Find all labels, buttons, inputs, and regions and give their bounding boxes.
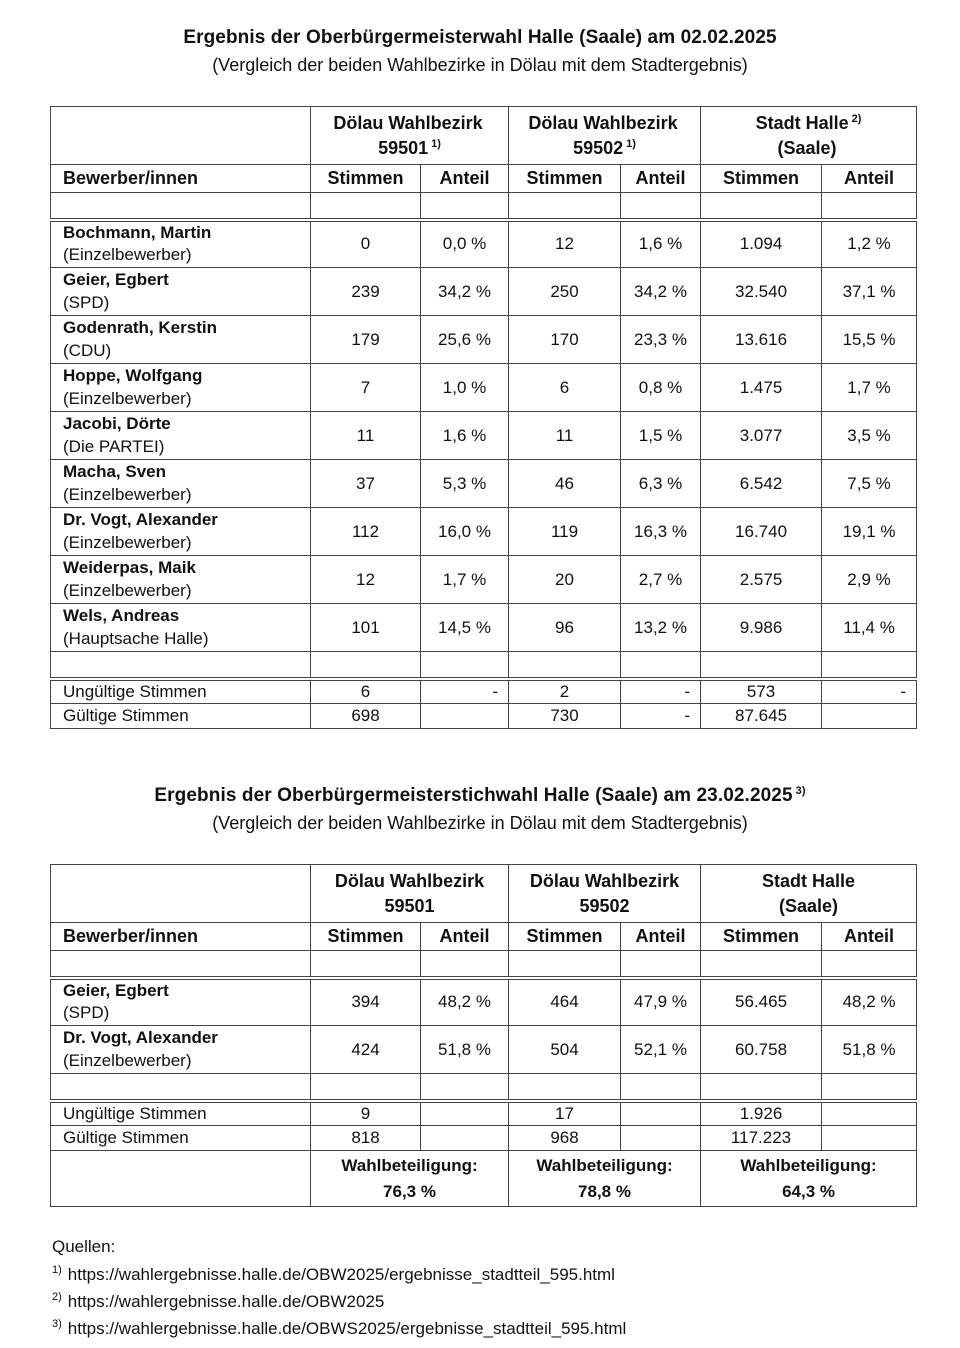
empty-cell: [421, 951, 509, 978]
empty-cell: [51, 951, 311, 978]
summary-label: Ungültige Stimmen: [51, 679, 311, 704]
candidate-party: (Einzelbewerber): [63, 580, 192, 600]
empty-cell: [822, 652, 917, 679]
votes-cell: 1.094: [701, 220, 822, 268]
group-header-line2: 59501: [378, 137, 429, 158]
group-header-row: [51, 107, 917, 165]
candidate-party: (Die PARTEI): [63, 436, 165, 456]
candidate-name: Dr. Vogt, Alexander: [63, 510, 218, 530]
invalid-votes-row: [51, 679, 917, 704]
votes-cell: 9.986: [701, 604, 822, 652]
group-header-stadt-halle: [701, 865, 917, 923]
candidate-party: (CDU): [63, 340, 112, 360]
group-header-line2: 59502: [579, 895, 630, 916]
candidate-name: Geier, Egbert: [63, 981, 169, 1001]
share-cell: 0,0 %: [421, 220, 509, 268]
group-header-line1: Stadt Halle: [755, 113, 849, 134]
empty-cell: [421, 652, 509, 679]
source-line: [52, 1319, 960, 1339]
share-cell: 1,0 %: [421, 364, 509, 412]
votes-cell: 101: [311, 604, 421, 652]
results-table-first-round: [50, 106, 917, 729]
share-cell: 19,1 %: [822, 508, 917, 556]
separator-row: [51, 193, 917, 220]
empty-cell: [311, 951, 421, 978]
candidate-name: Jacobi, Dörte: [63, 414, 171, 434]
votes-cell: 119: [509, 508, 621, 556]
group-header-stadt-halle: [701, 107, 917, 165]
votes-cell: 13.616: [701, 316, 822, 364]
votes-cell: 179: [311, 316, 421, 364]
votes-cell: 12: [311, 556, 421, 604]
empty-cell: [51, 1074, 311, 1101]
candidate-cell: [51, 268, 311, 316]
source-url: https://wahlergebnisse.halle.de/OBW2025/ergebnisse_stadtteil_595.html: [67, 1265, 615, 1284]
votes-cell: 60.758: [701, 1026, 822, 1074]
share-cell: 1,5 %: [621, 412, 701, 460]
group-header-59501: [311, 107, 509, 165]
source-url: https://wahlergebnisse.halle.de/OBWS2025/ergebnisse_stadtteil_595.html: [67, 1319, 627, 1338]
empty-cell: [509, 1074, 621, 1101]
votes-cell: 1.475: [701, 364, 822, 412]
footnote-marker: 3): [795, 784, 806, 797]
votes-cell: 3.077: [701, 412, 822, 460]
group-header-59501: [311, 865, 509, 923]
share-cell: 14,5 %: [421, 604, 509, 652]
empty-cell: [51, 1151, 311, 1207]
empty-corner-cell: [51, 107, 311, 165]
votes-cell: 112: [311, 508, 421, 556]
share-cell: 48,2 %: [822, 978, 917, 1026]
summary-label: Gültige Stimmen: [51, 1126, 311, 1151]
votes-cell: 239: [311, 268, 421, 316]
share-cell: [822, 704, 917, 729]
empty-cell: [621, 193, 701, 220]
candidate-party: (Einzelbewerber): [63, 484, 192, 504]
footnote-marker: 2): [52, 1291, 62, 1304]
share-cell: -: [421, 679, 509, 704]
votes-cell: 1.926: [701, 1101, 822, 1126]
candidate-party: (Einzelbewerber): [63, 388, 192, 408]
share-cell: [421, 1126, 509, 1151]
empty-cell: [822, 1074, 917, 1101]
empty-cell: [621, 951, 701, 978]
share-cell: 37,1 %: [822, 268, 917, 316]
share-cell: [822, 1126, 917, 1151]
empty-cell: [509, 193, 621, 220]
candidate-name: Weiderpas, Maik: [63, 558, 196, 578]
empty-cell: [701, 193, 822, 220]
share-cell: [421, 704, 509, 729]
votes-cell: 730: [509, 704, 621, 729]
candidate-row: [51, 412, 917, 460]
candidate-row: [51, 364, 917, 412]
column-header-stimmen: Stimmen: [701, 923, 822, 951]
share-cell: 2,9 %: [822, 556, 917, 604]
votes-cell: 96: [509, 604, 621, 652]
candidate-cell: [51, 604, 311, 652]
sources-heading: Quellen:: [52, 1237, 116, 1256]
share-cell: 0,8 %: [621, 364, 701, 412]
empty-cell: [51, 652, 311, 679]
group-header-59502: [509, 107, 701, 165]
share-cell: 7,5 %: [822, 460, 917, 508]
column-header-stimmen: Stimmen: [701, 165, 822, 193]
group-header-line1: Dölau Wahlbezirk: [528, 113, 678, 134]
invalid-votes-row: [51, 1101, 917, 1126]
share-cell: 2,7 %: [621, 556, 701, 604]
group-header-line2: 59502: [573, 137, 624, 158]
column-header-anteil: Anteil: [822, 923, 917, 951]
share-cell: 52,1 %: [621, 1026, 701, 1074]
empty-cell: [421, 1074, 509, 1101]
share-cell: 47,9 %: [621, 978, 701, 1026]
footnote-marker: 1): [431, 137, 441, 150]
share-cell: 1,7 %: [421, 556, 509, 604]
column-header-stimmen: Stimmen: [509, 165, 621, 193]
votes-cell: 2: [509, 679, 621, 704]
share-cell: 25,6 %: [421, 316, 509, 364]
title-text: Ergebnis der Oberbürgermeisterstichwahl Halle (Saale) am 23.02.2025: [154, 785, 793, 806]
candidate-name: Geier, Egbert: [63, 270, 169, 290]
candidate-party: (Einzelbewerber): [63, 245, 192, 265]
share-cell: 51,8 %: [421, 1026, 509, 1074]
page-subtitle-runoff: (Vergleich der beiden Wahlbezirke in Dölau mit dem Stadtergebnis): [212, 813, 748, 833]
votes-cell: 6.542: [701, 460, 822, 508]
votes-cell: 9: [311, 1101, 421, 1126]
votes-cell: 87.645: [701, 704, 822, 729]
candidate-party: (Hauptsache Halle): [63, 628, 209, 648]
candidate-name: Godenrath, Kerstin: [63, 318, 217, 338]
votes-cell: 818: [311, 1126, 421, 1151]
column-header-anteil: Anteil: [621, 165, 701, 193]
column-header-candidate: Bewerber/innen: [51, 165, 311, 193]
group-header-line2: 59501: [384, 895, 435, 916]
column-header-row: [51, 165, 917, 193]
candidate-name: Wels, Andreas: [63, 606, 180, 626]
votes-cell: 464: [509, 978, 621, 1026]
summary-label: Gültige Stimmen: [51, 704, 311, 729]
column-header-anteil: Anteil: [822, 165, 917, 193]
empty-cell: [51, 193, 311, 220]
share-cell: 13,2 %: [621, 604, 701, 652]
votes-cell: 37: [311, 460, 421, 508]
share-cell: 11,4 %: [822, 604, 917, 652]
votes-cell: 17: [509, 1101, 621, 1126]
valid-votes-row: [51, 1126, 917, 1151]
votes-cell: 573: [701, 679, 822, 704]
votes-cell: 170: [509, 316, 621, 364]
candidate-row: [51, 556, 917, 604]
column-header-stimmen: Stimmen: [311, 923, 421, 951]
footnote-marker: 1): [626, 137, 636, 150]
votes-cell: 20: [509, 556, 621, 604]
group-header-line1: Dölau Wahlbezirk: [529, 871, 680, 892]
turnout-label: Wahlbeteiligung:: [341, 1156, 478, 1175]
turnout-cell-stadt: [701, 1151, 917, 1207]
votes-cell: 46: [509, 460, 621, 508]
share-cell: 1,2 %: [822, 220, 917, 268]
group-header-line2: (Saale): [777, 137, 837, 158]
turnout-label: Wahlbeteiligung:: [740, 1156, 877, 1175]
votes-cell: 424: [311, 1026, 421, 1074]
candidate-cell: [51, 978, 311, 1026]
candidate-cell: [51, 508, 311, 556]
turnout-row: [51, 1151, 917, 1207]
share-cell: 34,2 %: [421, 268, 509, 316]
separator-row: [51, 652, 917, 679]
column-header-anteil: Anteil: [421, 923, 509, 951]
group-header-row: [51, 865, 917, 923]
share-cell: 15,5 %: [822, 316, 917, 364]
votes-cell: 6: [311, 679, 421, 704]
votes-cell: 2.575: [701, 556, 822, 604]
votes-cell: 7: [311, 364, 421, 412]
page-title-runoff: [0, 785, 960, 807]
separator-row: [51, 951, 917, 978]
candidate-cell: [51, 364, 311, 412]
empty-cell: [311, 1074, 421, 1101]
share-cell: 1,6 %: [421, 412, 509, 460]
column-header-anteil: Anteil: [421, 165, 509, 193]
footnote-marker: 1): [52, 1264, 62, 1277]
share-cell: 48,2 %: [421, 978, 509, 1026]
footnote-marker: 3): [52, 1318, 62, 1331]
turnout-label: Wahlbeteiligung:: [536, 1156, 673, 1175]
empty-cell: [421, 193, 509, 220]
group-header-line1: Dölau Wahlbezirk: [334, 871, 485, 892]
votes-cell: 11: [311, 412, 421, 460]
source-url: https://wahlergebnisse.halle.de/OBW2025: [67, 1292, 385, 1311]
share-cell: [621, 1101, 701, 1126]
candidate-row: [51, 268, 917, 316]
share-cell: [421, 1101, 509, 1126]
candidate-name: Hoppe, Wolfgang: [63, 366, 203, 386]
candidate-row: [51, 604, 917, 652]
sources-section: [52, 1237, 960, 1339]
share-cell: 3,5 %: [822, 412, 917, 460]
votes-cell: 394: [311, 978, 421, 1026]
share-cell: -: [822, 679, 917, 704]
candidate-party: (SPD): [63, 292, 110, 312]
group-header-line1: Stadt Halle: [762, 871, 856, 892]
empty-cell: [822, 951, 917, 978]
column-header-candidate: Bewerber/innen: [51, 923, 311, 951]
column-header-stimmen: Stimmen: [311, 165, 421, 193]
column-header-anteil: Anteil: [621, 923, 701, 951]
empty-cell: [509, 652, 621, 679]
candidate-party: (SPD): [63, 1003, 110, 1023]
votes-cell: 12: [509, 220, 621, 268]
column-header-stimmen: Stimmen: [509, 923, 621, 951]
candidate-name: Bochmann, Martin: [63, 223, 212, 243]
empty-cell: [621, 1074, 701, 1101]
candidate-cell: [51, 460, 311, 508]
candidate-row: [51, 460, 917, 508]
share-cell: 1,7 %: [822, 364, 917, 412]
votes-cell: 16.740: [701, 508, 822, 556]
candidate-row: [51, 978, 917, 1026]
empty-cell: [701, 652, 822, 679]
candidate-cell: [51, 556, 311, 604]
turnout-value: 64,3 %: [782, 1181, 835, 1201]
empty-cell: [509, 951, 621, 978]
candidate-cell: [51, 220, 311, 268]
results-table-runoff: [50, 864, 917, 1207]
group-header-59502: [509, 865, 701, 923]
turnout-cell-59502: [509, 1151, 701, 1207]
candidate-cell: [51, 316, 311, 364]
turnout-cell-59501: [311, 1151, 509, 1207]
share-cell: 16,3 %: [621, 508, 701, 556]
candidate-cell: [51, 1026, 311, 1074]
candidate-row: [51, 1026, 917, 1074]
share-cell: 1,6 %: [621, 220, 701, 268]
empty-cell: [621, 652, 701, 679]
group-header-line2: (Saale): [779, 895, 839, 916]
candidate-name: Dr. Vogt, Alexander: [63, 1028, 218, 1048]
candidate-party: (Einzelbewerber): [63, 1050, 192, 1070]
summary-label: Ungültige Stimmen: [51, 1101, 311, 1126]
footnote-marker: 2): [851, 113, 862, 126]
share-cell: 5,3 %: [421, 460, 509, 508]
separator-row: [51, 1074, 917, 1101]
votes-cell: 250: [509, 268, 621, 316]
share-cell: 6,3 %: [621, 460, 701, 508]
candidate-row: [51, 316, 917, 364]
votes-cell: 0: [311, 220, 421, 268]
votes-cell: 32.540: [701, 268, 822, 316]
turnout-value: 76,3 %: [383, 1181, 436, 1201]
candidate-cell: [51, 412, 311, 460]
column-header-row: [51, 923, 917, 951]
candidate-row: [51, 220, 917, 268]
votes-cell: 6: [509, 364, 621, 412]
empty-cell: [822, 193, 917, 220]
votes-cell: 698: [311, 704, 421, 729]
candidate-name: Macha, Sven: [63, 462, 166, 482]
source-line: [52, 1292, 960, 1312]
empty-cell: [701, 951, 822, 978]
turnout-value: 78,8 %: [578, 1181, 631, 1201]
empty-corner-cell: [51, 865, 311, 923]
valid-votes-row: [51, 704, 917, 729]
share-cell: 23,3 %: [621, 316, 701, 364]
share-cell: -: [621, 704, 701, 729]
votes-cell: 56.465: [701, 978, 822, 1026]
share-cell: [822, 1101, 917, 1126]
votes-cell: 968: [509, 1126, 621, 1151]
title-text: Ergebnis der Oberbürgermeisterwahl Halle (Saale) am 02.02.2025: [183, 27, 777, 48]
share-cell: -: [621, 679, 701, 704]
share-cell: [621, 1126, 701, 1151]
empty-cell: [311, 193, 421, 220]
source-line: [52, 1265, 960, 1285]
share-cell: 16,0 %: [421, 508, 509, 556]
votes-cell: 11: [509, 412, 621, 460]
page-title: [0, 27, 960, 49]
empty-cell: [701, 1074, 822, 1101]
empty-cell: [311, 652, 421, 679]
share-cell: 34,2 %: [621, 268, 701, 316]
votes-cell: 117.223: [701, 1126, 822, 1151]
share-cell: 51,8 %: [822, 1026, 917, 1074]
candidate-party: (Einzelbewerber): [63, 532, 192, 552]
votes-cell: 504: [509, 1026, 621, 1074]
page-subtitle: (Vergleich der beiden Wahlbezirke in Dölau mit dem Stadtergebnis): [212, 55, 748, 75]
group-header-line1: Dölau Wahlbezirk: [333, 113, 483, 134]
candidate-row: [51, 508, 917, 556]
